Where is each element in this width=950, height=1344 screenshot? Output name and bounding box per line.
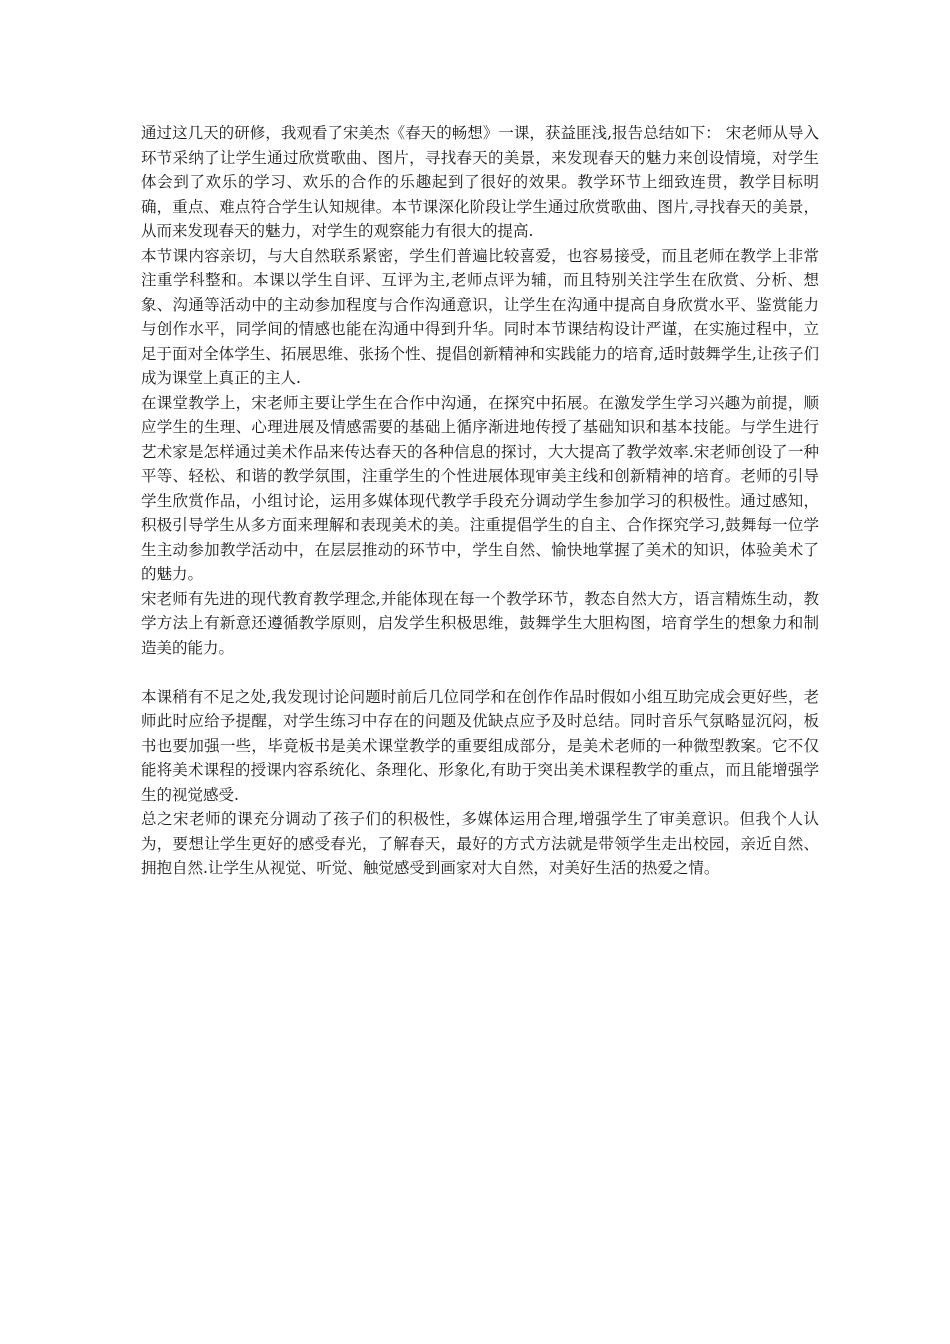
paragraph-conclusion: 总之宋老师的课充分调动了孩子们的积极性，多媒体运用合理,增强学生了审美意识。但我个人认为，要想让学生更好的感受春光，了解春天，最好的方式方法就是带领学生走出校园，亲近自然、拥抱自然.让学生从视觉、听觉、触觉感受到画家对大自然，对美好生活的热爱之情。 — [141, 810, 819, 877]
paragraph-intro: 通过这几天的研修，我观看了宋美杰《春天的畅想》一课，获益匪浅,报告总结如下： 宋老师从导入环节采纳了让学生通过欣赏歌曲、图片，寻找春天的美景，来发现春天的魅力来创设情境，对学生体会到了欢乐的学习、欢乐的合作的乐趣起到了很好的效果。教学环节上细致连贯，教学目标明确，重点、难点符合学生认知规律。本节课深化阶段让学生通过欣赏歌曲、图片,寻找春天的美景，从而来发现春天的魅力，对学生的观察能力有很大的提高. — [141, 124, 819, 240]
document-body — [141, 121, 819, 881]
paragraph-shortcomings: 本课稍有不足之处,我发现讨论问题时前后几位同学和在创作作品时假如小组互助完成会更好些，老师此时应给予提醒，对学生练习中存在的问题及优缺点应予及时总结。同时音乐气氛略显沉闷，板书也要加强一些，毕竟板书是美术课堂教学的重要组成部分，是美术老师的一种微型教案。它不仅能将美术课程的授课内容系统化、条理化、形象化,有助于突出美术课程教学的重点，而且能增强学生的视觉感受. — [141, 687, 819, 804]
paragraph-content: 本节课内容亲切，与大自然联系紧密，学生们普遍比较喜爱，也容易接受，而且老师在教学上非常注重学科整和。本课以学生自评、互评为主,老师点评为辅，而且特别关注学生在欣赏、分析、想象、沟通等活动中的主动参加程度与合作沟通意识，让学生在沟通中提高自身欣赏水平、鉴赏能力与创作水平，同学间的情感也能在沟通中得到升华。同时本节课结构设计严谨，在实施过程中，立足于面对全体学生、拓展思维、张扬个性、提倡创新精神和实践能力的培育,适时鼓舞学生,让孩子们成为课堂上真正的主人. — [141, 246, 819, 387]
paragraph-classroom-teaching: 在课堂教学上，宋老师主要让学生在合作中沟通，在探究中拓展。在激发学生学习兴趣为前提，顺应学生的生理、心理进展及情感需要的基础上循序渐进地传授了基础知识和基本技能。与学生进行艺术家是怎样通过美术作品来传达春天的各种信息的探讨，大大提高了教学效率.宋老师创设了一种平等、轻松、和谐的教学氛围，注重学生的个性进展体现审美主线和创新精神的培育。老师的引导学生欣赏作品，小组讨论，运用多媒体现代教学手段充分调动学生参加学习的积极性。通过感知，积极引导学生从多方面来理解和表现美术的美。注重提倡学生的自主、合作探究学习,鼓舞每一位学生主动参加教学活动中，在层层推动的环节中，学生自然、愉快地掌握了美术的知识，体验美术了的魅力。 — [141, 393, 819, 583]
paragraph-teaching-philosophy: 宋老师有先进的现代教育教学理念,并能体现在每一个教学环节，教态自然大方，语言精炼生动，教学方法上有新意还遵循教学原则，启发学生积极思维，鼓舞学生大胆构图，培育学生的想象力和制造美的能力。 — [141, 589, 819, 657]
